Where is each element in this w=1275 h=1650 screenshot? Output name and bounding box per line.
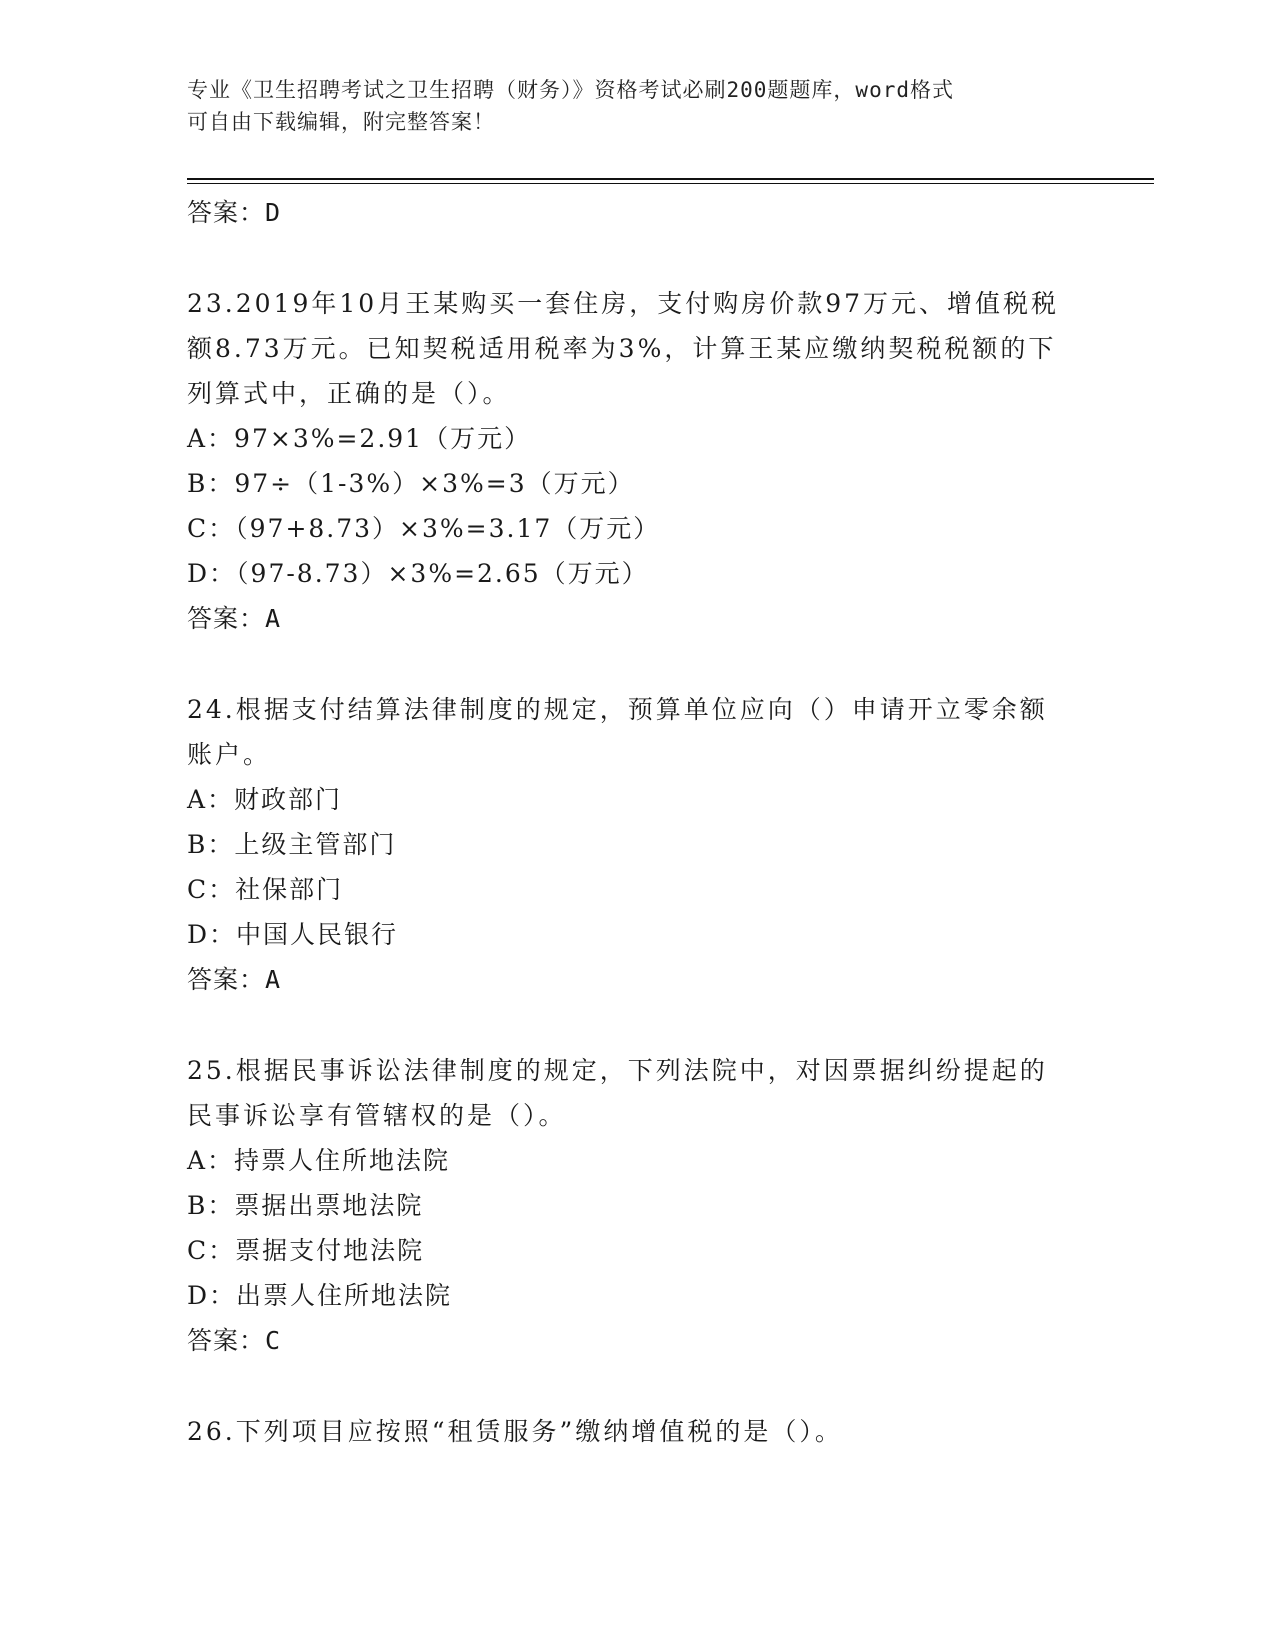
option-a: A：持票人住所地法院 [187,1146,451,1175]
option-d: D：出票人住所地法院 [187,1281,453,1310]
option-b: B：上级主管部门 [187,830,397,859]
option-c: C：社保部门 [187,875,344,904]
option-d: D：中国人民银行 [187,920,399,949]
question-26 [187,1409,1087,1454]
answer-label: 答案： [187,965,266,994]
header-line-1: 专业《卫生招聘考试之卫生招聘（财务）》资格考试必刷200题题库，word格式 [187,78,954,102]
answer-value: A [265,965,282,994]
header-divider-thin [187,183,1154,184]
question-list [187,190,1087,1454]
answer-line [187,190,1087,235]
question-24 [187,687,1087,1002]
option-d: D：（97-8.73）×3%=2.65（万元） [187,559,649,588]
question-text-line: 账户。 [187,740,272,769]
question-text-line: 23.2019年10月王某购买一套住房，支付购房价款97万元、增值税税 [187,289,1060,318]
question-text-line: 民事诉讼享有管辖权的是（）。 [187,1101,567,1130]
option-a: A：财政部门 [187,785,343,814]
answer-value: D [265,198,282,227]
header-line-2: 可自由下载编辑，附完整答案！ [187,110,495,134]
question-23 [187,281,1087,641]
answer-line [187,957,1087,1002]
page-header [187,74,1067,138]
answer-line [187,1318,1087,1363]
option-c: C：（97+8.73）×3%=3.17（万元） [187,514,661,543]
option-b: B：97÷（1-3%）×3%=3（万元） [187,469,635,498]
question-text-line: 25.根据民事诉讼法律制度的规定，下列法院中，对因票据纠纷提起的 [187,1056,1048,1085]
option-a: A：97×3%=2.91（万元） [187,424,532,453]
question-text-line: 额8.73万元。已知契税适用税率为3%，计算王某应缴纳契税税额的下 [187,334,1057,363]
option-c: C：票据支付地法院 [187,1236,425,1265]
question-25 [187,1048,1087,1363]
answer-label: 答案： [187,198,266,227]
question-text-line: 列算式中，正确的是（）。 [187,379,511,408]
answer-label: 答案： [187,1326,266,1355]
option-b: B：票据出票地法院 [187,1191,424,1220]
answer-value: A [265,604,282,633]
question-text-line: 24.根据支付结算法律制度的规定，预算单位应向（）申请开立零余额 [187,695,1048,724]
answer-line [187,596,1087,641]
answer-value: C [265,1326,282,1355]
answer-label: 答案： [187,604,266,633]
question-text-line: 26.下列项目应按照“租赁服务”缴纳增值税的是（）。 [187,1417,843,1446]
header-divider-thick [187,178,1154,180]
